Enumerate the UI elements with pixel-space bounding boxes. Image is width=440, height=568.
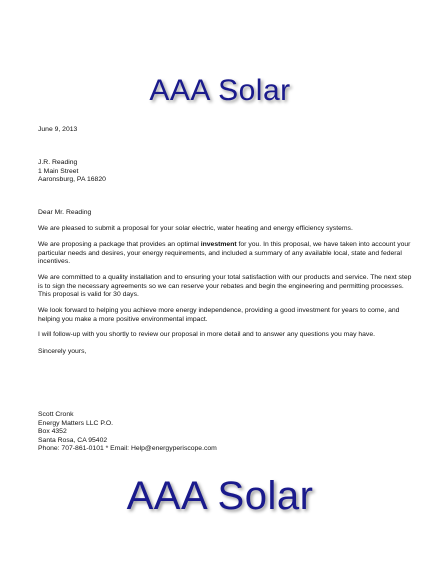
- letter-date: [38, 126, 403, 135]
- paragraph-5: [38, 331, 403, 340]
- signature-city: Santa Rosa, CA 95402: [38, 436, 108, 444]
- recipient-address: [38, 159, 403, 185]
- salutation-text: Dear Mr. Reading: [38, 209, 92, 216]
- paragraph-4-line-1: We look forward to helping you achieve more energy independence, providing a good investment for years to come, and: [38, 307, 400, 314]
- signature-contact: Phone: 707-861-0101 * Email: Help@energyperiscope.com: [38, 445, 217, 453]
- salutation: [38, 209, 403, 218]
- paragraph-2-after: for you. In this proposal, we have taken into account your: [236, 241, 411, 248]
- paragraph-1-text: We are pleased to submit a proposal for your solar electric, water heating and energy efficiency systems.: [38, 225, 353, 232]
- signature-company: Energy Matters LLC P.O.: [38, 419, 114, 427]
- paragraph-3-line-2: is to sign the necessary agreements so we can reserve your rebates and begin the engineering and permitting processes.: [38, 282, 404, 290]
- paragraph-4: [38, 307, 403, 324]
- paragraph-2-emphasis: investment: [200, 241, 237, 248]
- paragraph-2-line-3: incentives.: [38, 258, 71, 266]
- signature-name: Scott Cronk: [38, 411, 74, 418]
- logo-header: AAA Solar: [149, 74, 291, 107]
- paragraph-2: [38, 241, 411, 267]
- logo-footer: AAA Solar: [126, 474, 314, 518]
- closing: [38, 348, 403, 357]
- paragraph-2-before: We are proposing a package that provides an optimal: [38, 241, 201, 248]
- paragraph-3: [38, 274, 412, 300]
- signature-box: Box 4352: [38, 428, 67, 436]
- paragraph-4-line-2: helping you make a more positive environmental impact.: [38, 315, 208, 323]
- recipient-name: J.R. Reading: [38, 159, 78, 166]
- paragraph-3-line-3: This proposal is valid for 30 days.: [38, 291, 139, 299]
- paragraph-5-text: I will follow-up with you shortly to review our proposal in more detail and to answer any questions you may have.: [38, 331, 375, 338]
- paragraph-2-line-2: particular needs and desires, your energy requirements, and included a summary of any available local, state and federal: [38, 249, 402, 257]
- recipient-street: 1 Main Street: [38, 167, 79, 175]
- paragraph-3-line-1: We are committed to a quality installation and to ensuring your total satisfaction with our products and service. The next step: [38, 274, 412, 281]
- signature-block: [38, 411, 403, 454]
- closing-text: Sincerely yours,: [38, 348, 87, 355]
- recipient-city: Aaronsburg, PA 16820: [38, 176, 106, 184]
- paragraph-1: [38, 225, 403, 234]
- date-text: June 9, 2013: [38, 126, 78, 133]
- paragraph-2-line-1: [38, 241, 411, 250]
